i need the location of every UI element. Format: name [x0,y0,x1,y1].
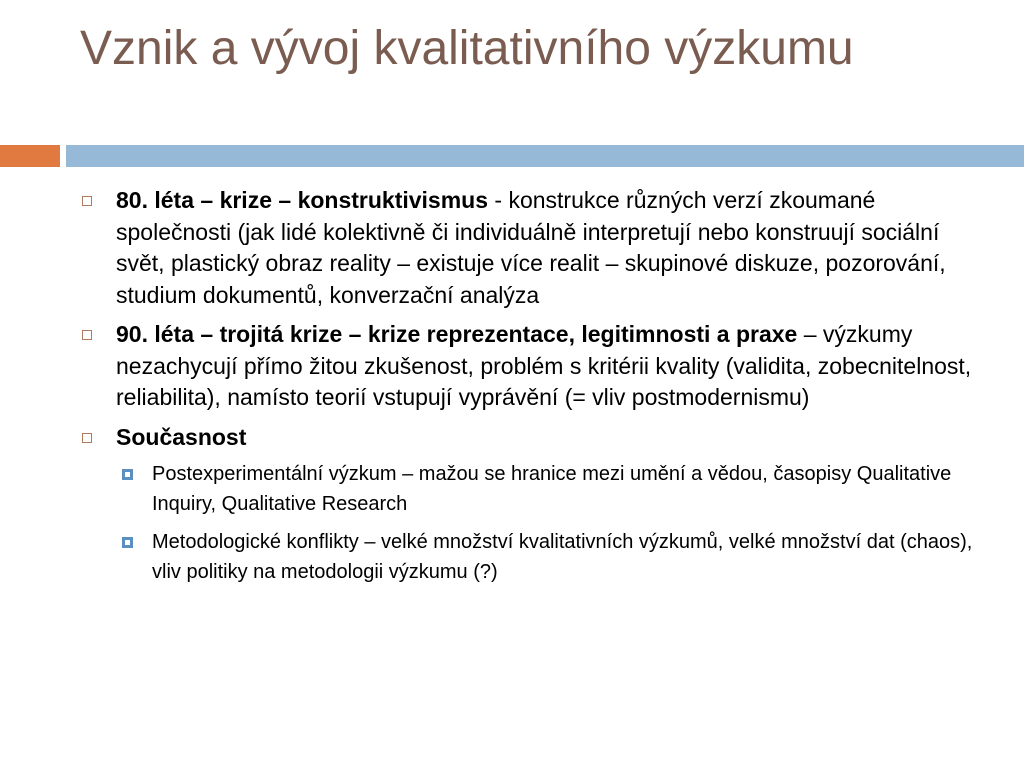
slide-title: Vznik a vývoj kvalitativního výzkumu [80,22,854,75]
bullet-heading: 90. léta – trojitá krize – krize reprezentace, legitimnosti a praxe [116,321,798,347]
title-accent-bar-blue [66,145,1024,167]
sub-bullet-text: Metodologické konflikty – velké množství kvalitativních výzkumů, velké množství dat (chaos), vliv politiky na metodologii výzkumu (?) [152,531,973,583]
bullet-text: – výzkumy nezachycují přímo žitou zkušenost, problém s kritérii kvality (validita, zobecnitelnost, reliabilita), namísto teorií vstupují vyprávění (= vliv postmodernismu) [116,321,972,410]
filled-square-bullet-icon [122,469,133,480]
bullet-item [80,185,990,311]
sub-bullet-text: Postexperimentální výzkum – mažou se hranice mezi umění a vědou, časopisy Qualitative Inquiry, Qualitative Research [152,463,952,515]
bullet-item [80,422,990,588]
slide-body [80,185,990,595]
title-accent-bar-orange [0,145,60,167]
sub-bullet-list [116,459,990,587]
sub-bullet-item [116,527,990,587]
filled-square-bullet-icon [122,537,133,548]
square-bullet-icon [82,433,92,443]
square-bullet-icon [82,196,92,206]
bullet-heading: Současnost [116,423,247,450]
bullet-heading: 80. léta – krize – konstruktivismus [116,187,489,213]
square-bullet-icon [82,330,92,340]
bullet-item [80,319,990,414]
sub-bullet-item [116,459,990,519]
bullet-text: - konstrukce různých verzí zkoumané společnosti (jak lidé kolektivně či individuálně interpretují nebo konstruují sociální svět, plastický obraz reality – existuje více realit – skupinové diskuze, pozorování, studium dokumentů, konverzační analýza [116,187,946,308]
